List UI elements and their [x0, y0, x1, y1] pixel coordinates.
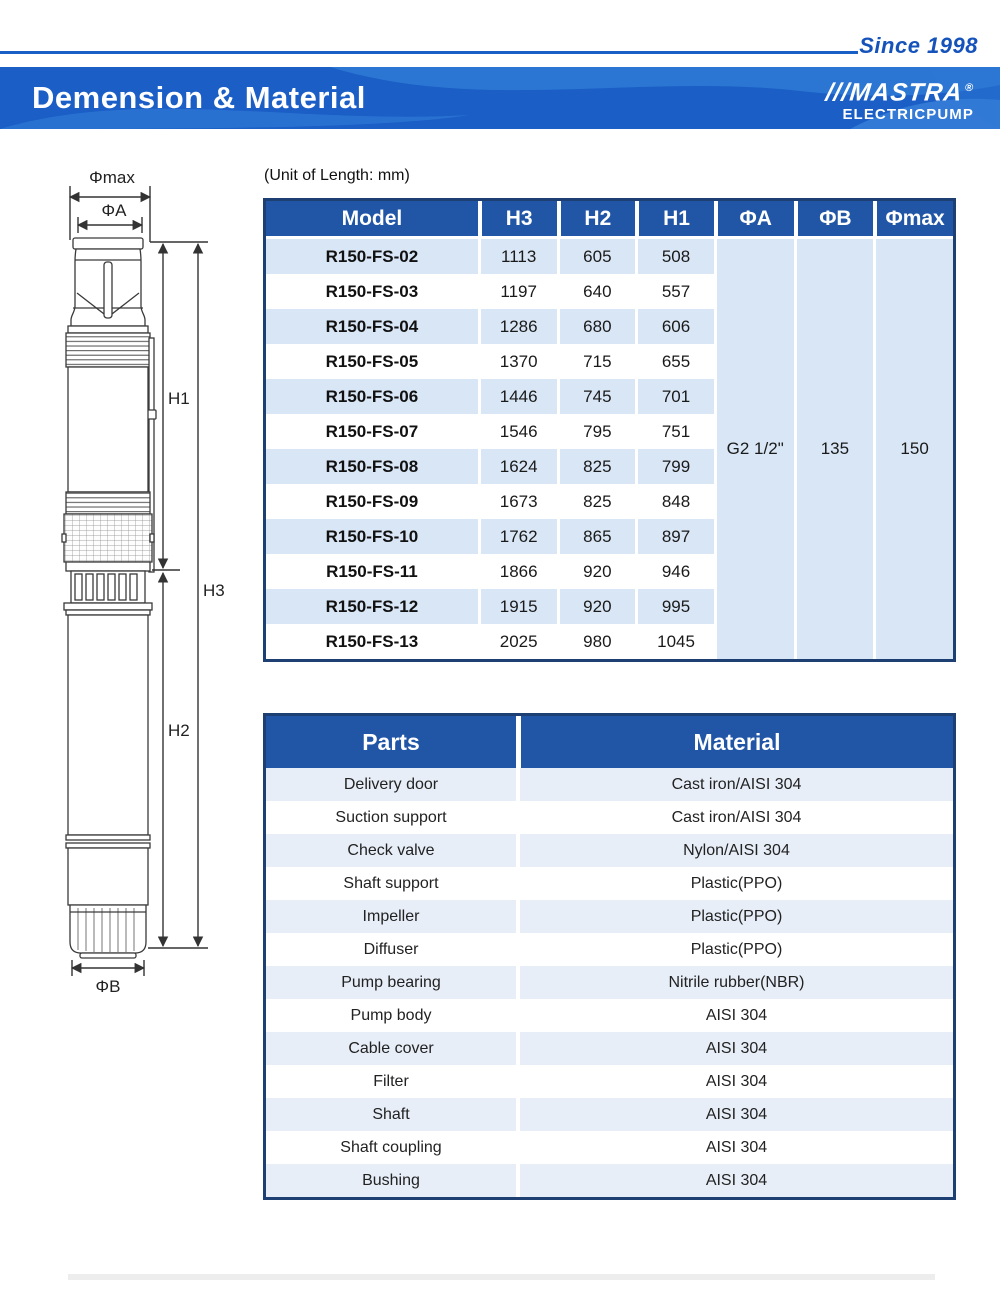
dimension-table — [263, 198, 956, 662]
phi-max-label: Φmax — [89, 168, 135, 187]
table-row — [266, 867, 953, 900]
shared-phi-a-cell: G2 1/2" — [714, 239, 794, 659]
page-title: Demension & Material — [32, 80, 366, 115]
h1-label: H1 — [168, 389, 190, 408]
material-cell: AISI 304 — [516, 1032, 953, 1065]
h2-cell: 795 — [557, 414, 636, 449]
h3-cell: 1446 — [478, 379, 557, 414]
h2-cell: 640 — [557, 274, 636, 309]
material-cell: AISI 304 — [516, 1065, 953, 1098]
col-header-phi-max: Φmax — [873, 201, 953, 239]
logo-registered-mark: ® — [964, 82, 975, 94]
logo-subtitle: ELECTRICPUMP — [842, 106, 974, 124]
h1-cell: 848 — [635, 484, 714, 519]
model-cell: R150-FS-11 — [266, 554, 478, 589]
parts-table-header-row — [266, 716, 953, 768]
h2-cell: 980 — [557, 624, 636, 659]
part-cell: Bushing — [266, 1164, 516, 1197]
brand-logo — [826, 75, 974, 123]
table-row — [266, 834, 953, 867]
model-cell: R150-FS-07 — [266, 414, 478, 449]
h3-cell: 1915 — [478, 589, 557, 624]
model-cell: R150-FS-02 — [266, 239, 478, 274]
part-cell: Impeller — [266, 900, 516, 933]
table-row — [266, 1131, 953, 1164]
h2-cell: 920 — [557, 589, 636, 624]
h2-cell: 680 — [557, 309, 636, 344]
part-cell: Check valve — [266, 834, 516, 867]
part-cell: Shaft coupling — [266, 1131, 516, 1164]
h1-cell: 557 — [635, 274, 714, 309]
col-header-parts: Parts — [266, 716, 516, 768]
h2-cell: 605 — [557, 239, 636, 274]
h3-label: H3 — [203, 581, 225, 600]
h1-cell: 508 — [635, 239, 714, 274]
header-rule — [0, 51, 858, 54]
h3-cell: 1113 — [478, 239, 557, 274]
h2-cell: 825 — [557, 484, 636, 519]
material-cell: AISI 304 — [516, 1131, 953, 1164]
material-cell: AISI 304 — [516, 999, 953, 1032]
h2-cell: 825 — [557, 449, 636, 484]
model-cell: R150-FS-12 — [266, 589, 478, 624]
col-header-model: Model — [266, 201, 478, 239]
h2-label: H2 — [168, 721, 190, 740]
logo-brand-text: MASTRA — [848, 78, 965, 107]
pump-drawing — [30, 160, 260, 1020]
phi-a-label: ΦA — [101, 201, 127, 220]
material-cell: AISI 304 — [516, 1164, 953, 1197]
model-cell: R150-FS-03 — [266, 274, 478, 309]
h3-cell: 1370 — [478, 344, 557, 379]
h3-cell: 1673 — [478, 484, 557, 519]
table-row — [266, 966, 953, 999]
bottom-dimension-lines — [72, 960, 144, 976]
h1-cell: 606 — [635, 309, 714, 344]
model-cell: R150-FS-08 — [266, 449, 478, 484]
table-row — [266, 801, 953, 834]
model-cell: R150-FS-13 — [266, 624, 478, 659]
material-cell: Plastic(PPO) — [516, 900, 953, 933]
part-cell: Suction support — [266, 801, 516, 834]
h1-cell: 799 — [635, 449, 714, 484]
title-banner — [0, 67, 1000, 129]
table-row — [266, 1032, 953, 1065]
h3-cell: 1624 — [478, 449, 557, 484]
shared-phi-b-cell: 135 — [794, 239, 874, 659]
material-cell: Cast iron/AISI 304 — [516, 768, 953, 801]
material-cell: Plastic(PPO) — [516, 867, 953, 900]
shared-phi-max-cell: 150 — [873, 239, 953, 659]
part-cell: Shaft support — [266, 867, 516, 900]
part-cell: Diffuser — [266, 933, 516, 966]
part-cell: Cable cover — [266, 1032, 516, 1065]
footer-divider — [68, 1274, 935, 1280]
material-cell: Nylon/AISI 304 — [516, 834, 953, 867]
height-dimension-labels — [165, 388, 227, 740]
h2-cell: 715 — [557, 344, 636, 379]
h3-cell: 1286 — [478, 309, 557, 344]
part-cell: Shaft — [266, 1098, 516, 1131]
table-row — [266, 1164, 953, 1197]
table-row — [266, 239, 953, 274]
h3-cell: 1762 — [478, 519, 557, 554]
logo-slashes-icon: /// — [824, 78, 852, 107]
h1-cell: 701 — [635, 379, 714, 414]
part-cell: Pump body — [266, 999, 516, 1032]
h1-cell: 751 — [635, 414, 714, 449]
table-row — [266, 1098, 953, 1131]
h1-cell: 655 — [635, 344, 714, 379]
h1-cell: 897 — [635, 519, 714, 554]
model-cell: R150-FS-04 — [266, 309, 478, 344]
h2-cell: 865 — [557, 519, 636, 554]
material-cell: Nitrile rubber(NBR) — [516, 966, 953, 999]
material-cell: Cast iron/AISI 304 — [516, 801, 953, 834]
h2-cell: 920 — [557, 554, 636, 589]
unit-note: (Unit of Length: mm) — [264, 167, 410, 184]
h2-cell: 745 — [557, 379, 636, 414]
part-cell: Delivery door — [266, 768, 516, 801]
col-header-h2: H2 — [557, 201, 636, 239]
col-header-material: Material — [516, 716, 953, 768]
pump-body-outline — [62, 238, 156, 958]
table-row — [266, 933, 953, 966]
h1-cell: 995 — [635, 589, 714, 624]
h3-cell: 2025 — [478, 624, 557, 659]
col-header-phi-a: ΦA — [714, 201, 794, 239]
table-row — [266, 768, 953, 801]
phi-b-label: ΦB — [95, 977, 121, 996]
col-header-phi-b: ΦB — [794, 201, 874, 239]
dimension-table-header-row — [266, 201, 953, 239]
col-header-h3: H3 — [478, 201, 557, 239]
model-cell: R150-FS-05 — [266, 344, 478, 379]
logo-brand-row — [824, 75, 975, 106]
table-row — [266, 900, 953, 933]
since-text: Since 1998 — [859, 33, 978, 58]
part-cell: Filter — [266, 1065, 516, 1098]
height-dimension-lines — [148, 242, 208, 948]
material-cell: Plastic(PPO) — [516, 933, 953, 966]
model-cell: R150-FS-09 — [266, 484, 478, 519]
h1-cell: 946 — [635, 554, 714, 589]
col-header-h1: H1 — [635, 201, 714, 239]
table-row — [266, 999, 953, 1032]
model-cell: R150-FS-06 — [266, 379, 478, 414]
h3-cell: 1197 — [478, 274, 557, 309]
part-cell: Pump bearing — [266, 966, 516, 999]
h3-cell: 1546 — [478, 414, 557, 449]
h1-cell: 1045 — [635, 624, 714, 659]
h3-cell: 1866 — [478, 554, 557, 589]
table-row — [266, 1065, 953, 1098]
model-cell: R150-FS-10 — [266, 519, 478, 554]
parts-table — [263, 713, 956, 1200]
material-cell: AISI 304 — [516, 1098, 953, 1131]
